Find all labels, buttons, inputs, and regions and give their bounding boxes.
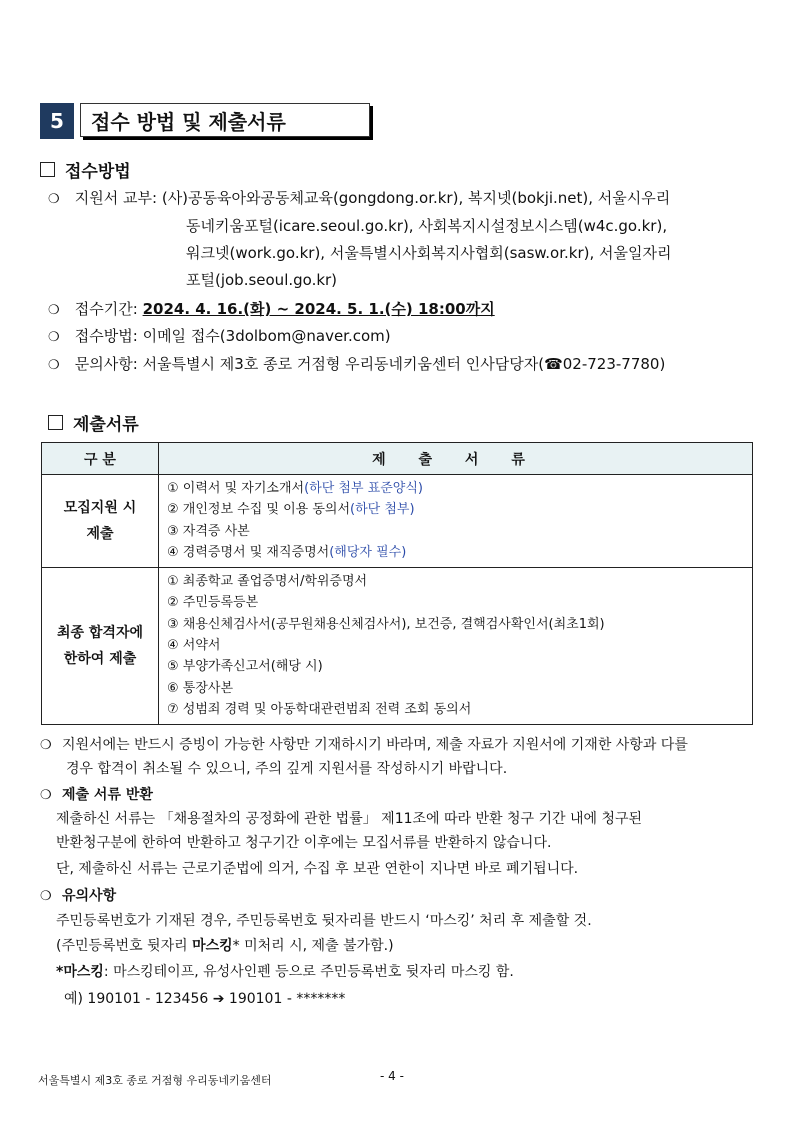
table-header-row	[42, 443, 753, 475]
checkbox-square-icon	[48, 415, 63, 430]
table-row	[42, 475, 753, 568]
return-line-1: 제출하신 서류는 「채용절차의 공정화에 관한 법률」 제11조에 따라 반환 청구 기간 내에 청구된	[56, 811, 643, 827]
return-heading: ❍제출 서류 반환	[40, 784, 153, 807]
method-item-way	[48, 326, 391, 348]
category-line: 모집지원 시	[63, 499, 137, 516]
list-item: ④ 서약서	[167, 637, 221, 653]
method-heading	[40, 157, 131, 182]
list-item: ⑦ 성범죄 경력 및 아동학대관련범죄 전력 조회 동의서	[167, 702, 472, 718]
circle-bullet-icon	[40, 784, 62, 807]
caution-line-3: *마스킹: 마스킹테이프, 유성사인펜 등으로 주민등록번호 뒷자리 마스킹 함.	[56, 964, 514, 980]
circle-bullet-icon	[48, 299, 70, 321]
list-item: ② 개인정보 수집 및 이용 동의서(하단 첨부)	[167, 502, 415, 518]
caution-heading: ❍유의사항	[40, 885, 116, 908]
distribution-line-4: 포털(job.seoul.go.kr)	[186, 271, 338, 289]
circle-bullet-icon	[40, 885, 62, 908]
section-title: 접수 방법 및 제출서류	[80, 103, 370, 137]
row-items	[159, 475, 753, 568]
circle-bullet-icon	[48, 188, 70, 210]
row-items	[159, 567, 753, 724]
category-line: 최종 합격자에	[56, 624, 144, 641]
row-category	[42, 475, 159, 568]
documents-heading	[48, 410, 139, 435]
item-label: 접수방법:	[74, 327, 138, 345]
column-header-category: 구 분	[42, 443, 159, 475]
list-item: ④ 경력증명서 및 재직증명서(해당자 필수)	[167, 545, 407, 561]
page-number: - 4 -	[380, 1069, 404, 1083]
item-value: 서울특별시 제3호 종로 거점형 우리동네키움센터 인사담당자(☎02-723-7780)	[142, 355, 666, 373]
distribution-line-2: 동네키움포털(icare.seoul.go.kr), 사회복지시설정보시스템(w4c.go.kr),	[186, 217, 668, 235]
category-line: 한하여 제출	[63, 650, 137, 667]
documents-heading-label: 제출서류	[73, 415, 139, 435]
item-label: 지원서 교부:	[74, 189, 158, 207]
warning-note-line2: 경우 합격이 취소될 수 있으니, 주의 깊게 지원서를 작성하시기 바랍니다.	[66, 761, 508, 777]
list-item: ② 주민등록등본	[167, 595, 259, 611]
section-number: 5	[40, 103, 74, 139]
return-line-2: 반환청구분에 한하여 반환하고 청구기간 이후에는 모집서류를 반환하지 않습니다.	[56, 835, 552, 851]
period-value: 2024. 4. 16.(화) ~ 2024. 5. 1.(수) 18:00까지	[142, 300, 495, 318]
list-item: ⑤ 부양가족신고서(해당 시)	[167, 659, 323, 675]
item-label: 문의사항:	[74, 355, 138, 373]
method-item-contact	[48, 354, 665, 376]
category-line: 제출	[86, 525, 114, 542]
list-item: ① 이력서 및 자기소개서(하단 첨부 표준양식)	[167, 481, 423, 496]
caution-line-1: 주민등록번호가 기재된 경우, 주민등록번호 뒷자리를 반드시 ‘마스킹’ 처리 후 제출할 것.	[56, 913, 592, 929]
table-row	[42, 567, 753, 724]
circle-bullet-icon	[48, 326, 70, 348]
caution-line-2: (주민등록번호 뒷자리 마스킹* 미처리 시, 제출 불가함.)	[56, 938, 394, 954]
checkbox-square-icon	[40, 162, 55, 177]
item-value: 이메일 접수(3dolbom@naver.com)	[142, 327, 391, 345]
method-item-period	[48, 299, 495, 321]
circle-bullet-icon	[40, 734, 62, 757]
item-label: 접수기간:	[74, 300, 138, 318]
item-value: (사)공동육아와공동체교육(gongdong.or.kr), 복지넷(bokji.net), 서울시우리	[161, 189, 671, 207]
documents-table	[41, 442, 753, 725]
list-item: ③ 자격증 사본	[167, 523, 250, 539]
return-line-3: 단, 제출하신 서류는 근로기준법에 의거, 수집 후 보관 연한이 지나면 바로 폐기됩니다.	[56, 861, 579, 877]
footer-org: 서울특별시 제3호 종로 거점형 우리동네키움센터	[38, 1074, 272, 1087]
row-category	[42, 567, 159, 724]
warning-note: ❍지원서에는 반드시 증빙이 가능한 사항만 기재하시기 바라며, 제출 자료가 지원서에 기재한 사항과 다를	[40, 734, 688, 757]
distribution-line-3: 워크넷(work.go.kr), 서울특별시사회복지사협회(sasw.or.kr), 서울일자리	[186, 244, 672, 262]
column-header-documents: 제 출 서 류	[159, 443, 753, 475]
list-item: ① 최종학교 졸업증명서/학위증명서	[167, 573, 368, 589]
method-item-distribution	[48, 188, 670, 210]
circle-bullet-icon	[48, 354, 70, 376]
arrow-right-icon: ➔	[212, 991, 225, 1007]
list-item: ③ 채용신체검사서(공무원채용신체검사서), 보건증, 결핵검사확인서(최초1회)	[167, 616, 605, 632]
method-heading-label: 접수방법	[65, 162, 131, 182]
list-item: ⑥ 통장사본	[167, 680, 234, 696]
caution-line-4: 예) 190101 - 123456 ➔ 190101 - *******	[64, 991, 346, 1007]
